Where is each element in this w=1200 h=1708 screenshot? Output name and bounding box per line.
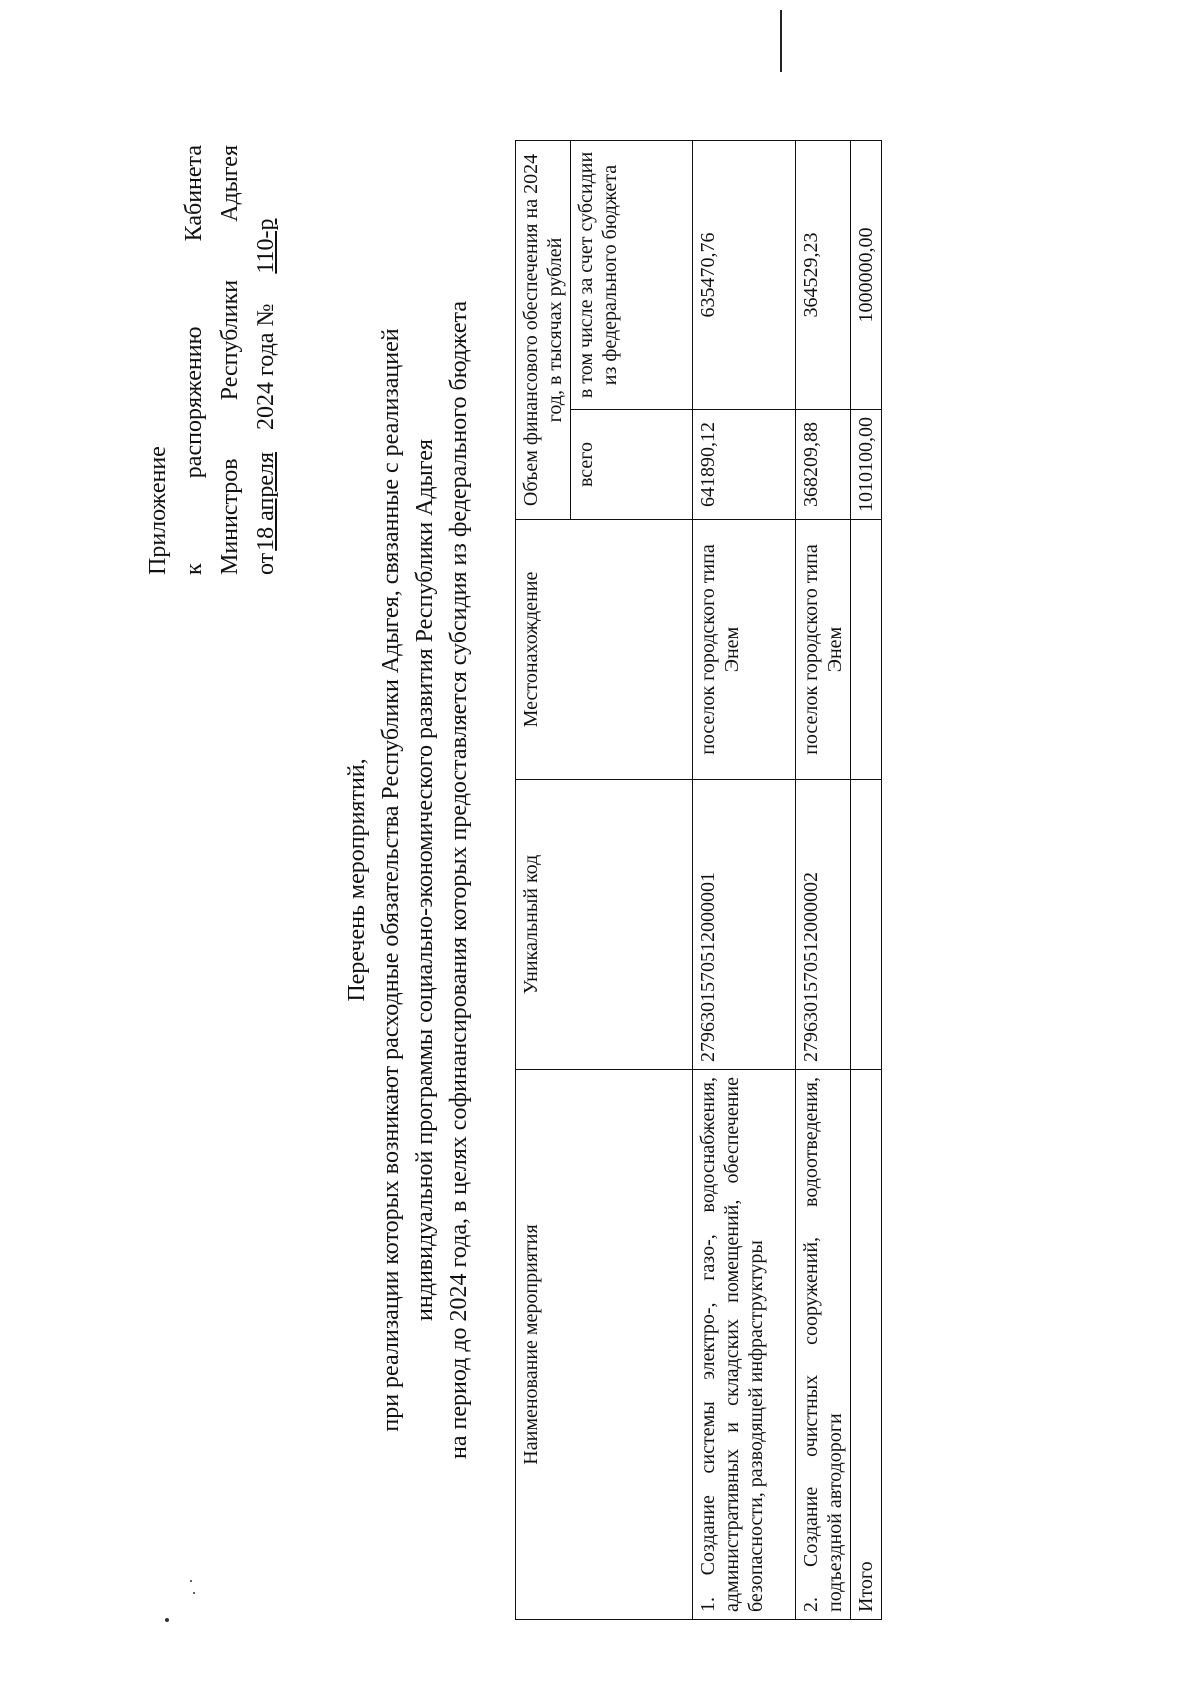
- appendix-word: распоряжению: [181, 326, 207, 479]
- heading-line-1: Перечень мероприятий,: [344, 758, 370, 1002]
- appendix-word: Министров: [217, 458, 243, 575]
- measures-table: [515, 140, 882, 1620]
- heading-line-3: индивидуальной программы социально-экономического развития Республики Адыгея: [412, 439, 438, 1321]
- table-header-row: [516, 141, 571, 1620]
- row-location: поселок городского типа Энем: [796, 520, 851, 780]
- appendix-block: [140, 145, 284, 575]
- appendix-date-prefix: от: [253, 552, 279, 575]
- rotated-page: [140, 110, 900, 1650]
- row-code: 2796301570512000002: [796, 780, 851, 1070]
- appendix-date: 18 апреля: [253, 451, 279, 551]
- appendix-doc-number: 110-р: [253, 218, 279, 274]
- appendix-word: Кабинета: [181, 145, 207, 242]
- document-heading: [340, 110, 476, 1650]
- total-empty-cell: [851, 520, 882, 780]
- row-total: 368209,88: [796, 410, 851, 520]
- appendix-date-mid: 2024 года №: [253, 303, 279, 430]
- heading-line-2: при реализации которых возникают расходные обязательства Республики Адыгея, связанные с реализацией: [378, 328, 404, 1432]
- row-federal: 364529,23: [796, 141, 851, 410]
- row-code: 2796301570512000001: [693, 780, 796, 1070]
- header-funding: Объем финансового обеспечения на 2024 год, в тысячах рублей: [516, 141, 571, 520]
- appendix-word: Адыгея: [217, 145, 243, 222]
- row-location: поселок городского типа Энем: [693, 520, 796, 780]
- table-row: [693, 141, 796, 1620]
- appendix-line: [176, 145, 212, 575]
- heading-line-4: на период до 2024 года, в целях софинансирования которых предоставляется субсидия из федерального бюджета: [446, 301, 472, 1460]
- header-name: Наименование мероприятия: [516, 1070, 693, 1620]
- row-federal: 635470,76: [693, 141, 796, 410]
- total-label: Итого: [851, 1070, 882, 1620]
- scan-edge-line: [780, 10, 782, 72]
- header-total: всего: [571, 410, 693, 520]
- table-row: [796, 141, 851, 1620]
- total-sum: 1010100,00: [851, 410, 882, 520]
- appendix-word: Республики: [217, 279, 243, 401]
- row-total: 641890,12: [693, 410, 796, 520]
- total-empty-cell: [851, 780, 882, 1070]
- total-federal: 1000000,00: [851, 141, 882, 410]
- appendix-title: Приложение: [145, 446, 171, 575]
- header-code: Уникальный код: [516, 780, 693, 1070]
- header-federal: в том числе за счет субсидии из федерального бюджета: [571, 141, 693, 410]
- row-name: 2. Создание очистных сооружений, водоотведения, подъездной автодороги: [796, 1070, 851, 1620]
- appendix-date-line: [248, 145, 284, 575]
- appendix-line: [140, 145, 176, 575]
- appendix-word: к: [181, 563, 207, 575]
- row-name: 1. Создание системы электро-, газо-, водоснабжения, административных и складских помещений, обеспечение безопасности, разводящей инфраструктуры: [693, 1070, 796, 1620]
- header-location: Местонахождение: [516, 520, 693, 780]
- table-total-row: [851, 141, 882, 1620]
- appendix-line: [212, 145, 248, 575]
